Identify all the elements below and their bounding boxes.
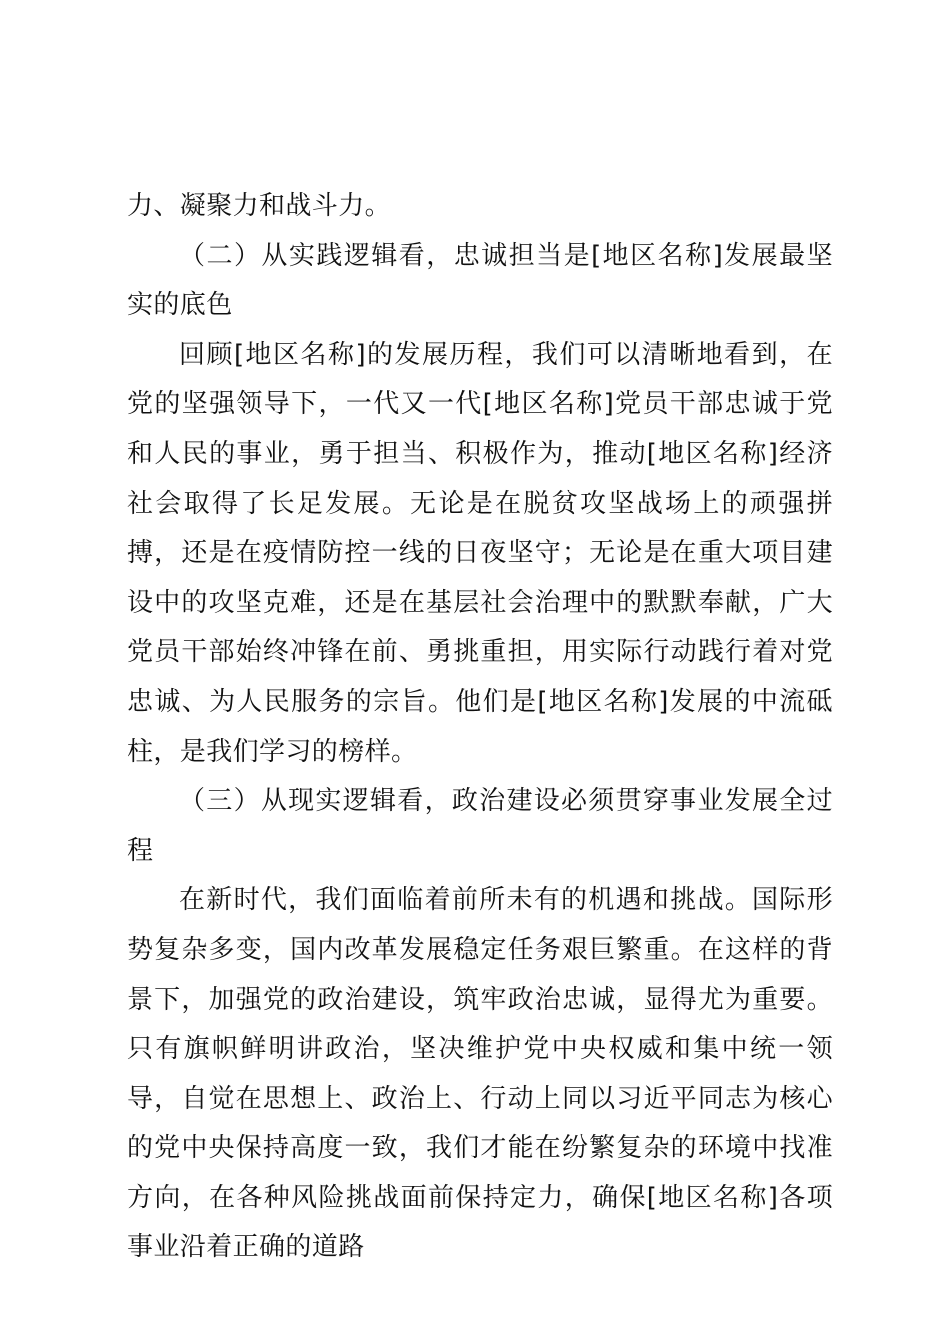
continuation-paragraph: 力、凝聚力和战斗力。 bbox=[127, 191, 392, 221]
section-3-body: 在新时代，我们面临着前所未有的机遇和挑战。国际形势复杂多变，国内改革发展稳定任务艰巨繁重。在这样的背景下，加强党的政治建设，筑牢政治忠诚，显得尤为重要。只有旗帜鲜明讲政治，坚决维护党中央权威和集中统一领导，自觉在思想上、政治上、行动上同以习近平同志为核心的党中央保持高度一致，我们才能在纷繁复杂的环境中找准方向，在各种风险挑战面前保持定力，确保[地区名称]各项事业沿着正确的道路 bbox=[127, 885, 833, 1263]
section-3-heading: （三）从现实逻辑看，政治建设必须贯穿事业发展全过程 bbox=[127, 786, 833, 866]
section-2-heading: （二）从实践逻辑看，忠诚担当是[地区名称]发展最坚实的底色 bbox=[127, 240, 833, 321]
document-page bbox=[127, 182, 833, 1273]
section-2-body: 回顾[地区名称]的发展历程，我们可以清晰地看到，在党的坚强领导下，一代又一代[地区名称]党员干部忠诚于党和人民的事业，勇于担当、积极作为，推动[地区名称]经济社会取得了长足发展。无论是在脱贫攻坚战场上的顽强拼搏，还是在疫情防控一线的日夜坚守；无论是在重大项目建设中的攻坚克难，还是在基层社会治理中的默默奉献，广大党员干部始终冲锋在前、勇挑重担，用实际行动践行着对党忠诚、为人民服务的宗旨。他们是[地区名称]发展的中流砥柱，是我们学习的榜样。 bbox=[127, 339, 833, 767]
